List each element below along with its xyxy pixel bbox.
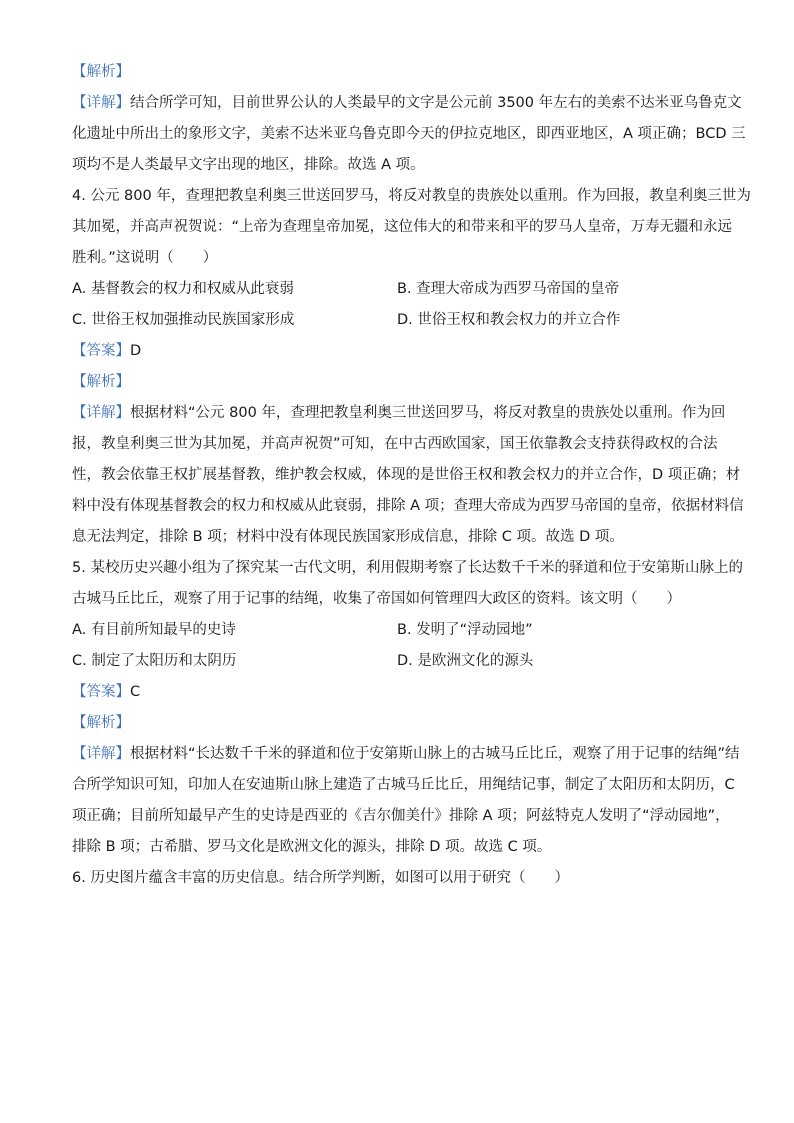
q6-stem-line-1: 6. 历史图片蕴含丰富的历史信息。结合所学判断，如图可以用于研究（ ）	[72, 870, 569, 886]
document-page	[72, 62, 751, 899]
q4-stem	[72, 186, 751, 268]
q5-option-c: C. 制定了太阳历和太阴历	[72, 653, 237, 669]
q3-xiangjie-line-3: 项均不是人类最早文字出现的地区，排除。故选 A 项。	[72, 157, 425, 173]
q5-xiangjie-line-4: 排除 B 项；古希腊、罗马文化是欧洲文化的源头，排除 D 项。故选 C 项。	[72, 839, 552, 855]
q4-explanation	[72, 403, 744, 547]
q4-answer-tag: 【答案】	[72, 343, 130, 359]
q4-option-a: A. 基督教会的权力和权威从此衰弱	[72, 281, 294, 297]
q4-option-b: B. 查理大帝成为西罗马帝国的皇帝	[397, 281, 620, 297]
q5-xiangjie-tag: 【详解】	[72, 746, 130, 762]
q5-explanation	[72, 744, 740, 857]
q4-xiangjie-line-3: 性，教会依靠王权扩展基督教，维护教会权威，体现的是世俗王权和教会权力的并立合作，D 项正确；材	[72, 467, 741, 483]
q4-jiexi-label: 【解析】	[72, 374, 130, 390]
q4-stem-line-2: 其加冕，并高声祝贺说：“上帝为查理皇帝加冕，这位伟大的和带来和平的罗马人皇帝，万寿无疆和永远	[72, 219, 733, 235]
q3-explanation	[72, 93, 746, 175]
q5-jiexi-label: 【解析】	[72, 715, 130, 731]
q5-answer-tag: 【答案】	[72, 684, 130, 700]
q5-option-d: D. 是欧洲文化的源头	[397, 653, 534, 669]
q5-xiangjie-line-2: 合所学知识可知，印加人在安迪斯山脉上建造了古城马丘比丘，用绳结记事，制定了太阳历和太阴历，C	[72, 777, 735, 793]
q4-option-d: D. 世俗王权和教会权力的并立合作	[397, 312, 621, 328]
q5-stem	[72, 558, 743, 609]
q4-xiangjie-line-1: 【详解】根据材料“公元 800 年，查理把教皇利奥三世送回罗马，将反对教皇的贵族处以重刑。作为回	[72, 405, 726, 421]
q5-option-a: A. 有目前所知最早的史诗	[72, 622, 236, 638]
q4-stem-line-1: 4. 公元 800 年，查理把教皇利奥三世送回罗马，将反对教皇的贵族处以重刑。作为回报，教皇利奥三世为	[72, 188, 751, 204]
q3-xiangjie-line-2: 化遗址中所出土的象形文字，美索不达米亚乌鲁克即今天的伊拉克地区，即西亚地区，A 项正确；BCD 三	[72, 126, 746, 142]
q4-answer-value: D	[130, 343, 142, 359]
q5-option-b: B. 发明了“浮动园地”	[397, 622, 533, 638]
q4-options	[72, 279, 724, 330]
q5-options	[72, 620, 724, 671]
q5-xiangjie-line-3: 项正确；目前所知最早产生的史诗是西亚的《吉尔伽美什》排除 A 项；阿兹特克人发明了“浮动园地”，	[72, 808, 730, 824]
q4-stem-line-3: 胜利。”这说明（ ）	[72, 250, 218, 266]
q5-xiangjie-line-1: 【详解】根据材料“长达数千千米的驿道和位于安第斯山脉上的古城马丘比丘，观察了用于记事的结绳”结	[72, 746, 740, 762]
q5-stem-line-1: 5. 某校历史兴趣小组为了探究某一古代文明，利用假期考察了长达数千千米的驿道和位于安第斯山脉上的	[72, 560, 743, 576]
q4-xiangjie-line-2: 报，教皇利奥三世为其加冕，并高声祝贺”可知，在中古西欧国家，国王依靠教会支持获得政权的合法	[72, 436, 718, 452]
q5-answer-value: C	[130, 684, 141, 700]
q4-xiangjie-line-5: 息无法判定，排除 B 项；材料中没有体现民族国家形成信息，排除 C 项。故选 D 项。	[72, 529, 624, 545]
q3-xiangjie-line-1: 【详解】结合所学可知，目前世界公认的人类最早的文字是公元前 3500 年左右的美索不达米亚乌鲁克文	[72, 95, 742, 111]
q3-jiexi-label: 【解析】	[72, 64, 130, 80]
q5-answer	[72, 682, 724, 702]
q4-answer	[72, 341, 724, 361]
q4-option-c: C. 世俗王权加强推动民族国家形成	[72, 312, 295, 328]
q3-xiangjie-tag: 【详解】	[72, 95, 130, 111]
q4-xiangjie-tag: 【详解】	[72, 405, 130, 421]
q5-stem-line-2: 古城马丘比丘，观察了用于记事的结绳，收集了帝国如何管理四大政区的资料。该文明（ ）	[72, 591, 681, 607]
q4-xiangjie-line-4: 料中没有体现基督教会的权力和权威从此衰弱，排除 A 项；查理大帝成为西罗马帝国的皇帝，依据材料信	[72, 498, 744, 514]
